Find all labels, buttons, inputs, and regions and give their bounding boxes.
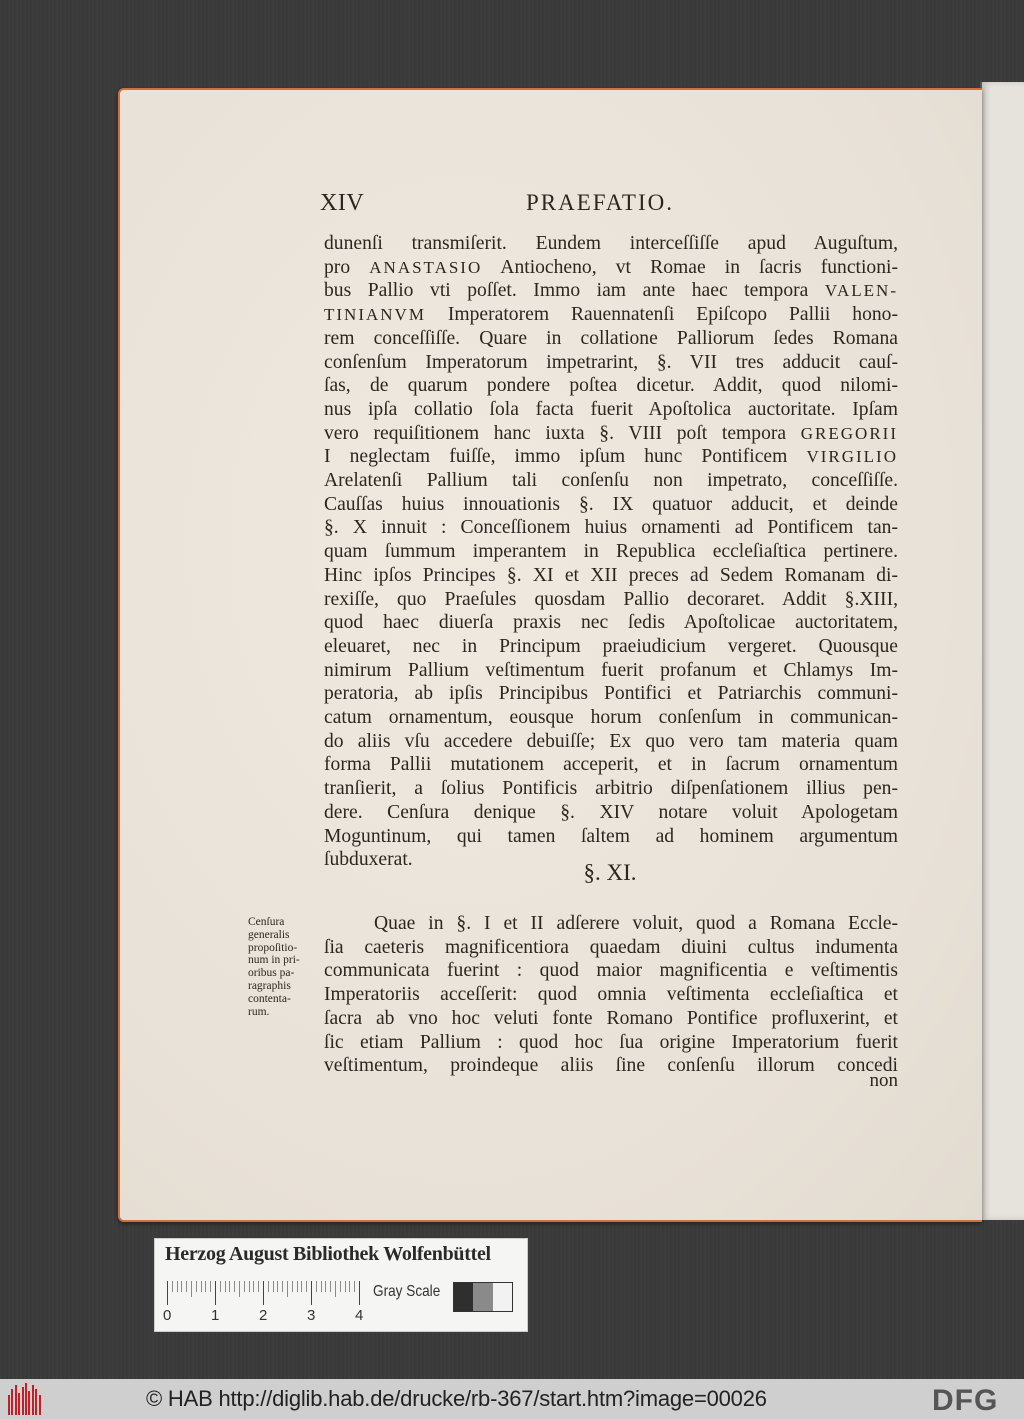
small-caps-name: GREGORII <box>800 423 898 443</box>
running-title: PRAEFATIO. <box>526 190 675 215</box>
ruler-tick <box>330 1281 331 1292</box>
ruler-tick <box>297 1281 298 1292</box>
ruler-tick <box>201 1281 202 1292</box>
ruler-tick <box>263 1281 264 1305</box>
text-line: ſas, de quarum pondere poſtea dicetur. Addit, quod nilomi- <box>324 375 898 397</box>
ruler-tick <box>177 1281 178 1292</box>
text-line: catum ornamentum, eousque horum conſenſum in communican- <box>324 707 898 729</box>
ruler-tick <box>244 1281 245 1292</box>
ruler-tick <box>196 1281 197 1292</box>
text-line: quod haec diuerſa praxis nec ſedis Apoſtolicae auctoritatem, <box>324 612 898 634</box>
gray-swatch <box>493 1283 512 1311</box>
ruler-label: 4 <box>355 1307 364 1324</box>
text-line: I neglectam fuiſſe, immo ipſum hunc Pontificem VIRGILIO <box>324 446 898 468</box>
margin-note-line: generalis <box>248 928 290 941</box>
text-line: ſic etiam Pallium : quod hoc ſua origine Imperatorium fuerit <box>324 1031 898 1053</box>
color-scale-card <box>154 1238 528 1332</box>
ruler-tick <box>205 1281 206 1292</box>
ruler-tick <box>172 1281 173 1292</box>
text-line: Hinc ipſos Principes §. XI et XII preces ad Sedem Romanam di- <box>324 564 898 586</box>
text-line: dunenſi transmiſerit. Eundem interceſſiſſe apud Auguſtum, <box>324 233 898 254</box>
text-line: rexiſſe, quo Praeſules quosdam Pallio decoraret. Addit §.XIII, <box>324 588 898 610</box>
small-caps-name: ANASTASIO <box>369 257 483 277</box>
ruler-label: 0 <box>163 1307 172 1324</box>
ruler-tick <box>167 1281 168 1305</box>
ruler-tick <box>282 1281 283 1292</box>
text-line: ſacra ab vno hoc veluti fonte Romano Pontifice profluxerint, et <box>324 1007 898 1029</box>
text-line: TINIANVM Imperatorem Rauennatenſi Epiſcopo Pallii hono- <box>324 304 898 326</box>
ruler-label: 3 <box>307 1307 316 1324</box>
section-heading: §. XI. <box>583 860 637 885</box>
ruler-tick <box>210 1281 211 1292</box>
running-head <box>320 190 900 224</box>
small-caps-name: VIRGILIO <box>806 447 898 467</box>
text-line: tranſierit, a ſolius Pontificis arbitrio diſpenſationem illius pen- <box>324 778 898 800</box>
ruler-tick <box>215 1281 216 1305</box>
gray-swatch <box>454 1283 473 1311</box>
text-line: §. X innuit : Conceſſionem huius ornamenti ad Pontificem tan- <box>324 517 898 539</box>
ruler-tick <box>359 1281 360 1305</box>
ruler-tick <box>229 1281 230 1292</box>
hab-logo-icon <box>6 1383 46 1417</box>
text-line: bus Pallio vti poſſet. Immo iam ante haec tempora VALEN- <box>324 280 898 302</box>
margin-note-line: num in pri- <box>248 954 300 967</box>
text-line: Arelatenſi Pallium tali conſenſu non impetrato, conceſſiſſe. <box>324 470 898 492</box>
text-line: ſia caeteris magnificentiora quaedam diuini cultus indumenta <box>324 936 898 958</box>
ruler-label: 2 <box>259 1307 268 1324</box>
ruler-tick <box>292 1281 293 1292</box>
ruler-tick <box>277 1281 278 1292</box>
ruler-tick <box>273 1281 274 1292</box>
margin-note <box>248 916 308 1018</box>
text-line: Imperatoriis acceſſerit: quod omnia veſtimenta eccleſiaſtica et <box>324 984 898 1006</box>
copyright-link[interactable]: © HAB http://diglib.hab.de/drucke/rb-367/start.htm?image=00026 <box>146 1386 767 1411</box>
text-line: communicata fuerint : quod maior magnificentia e veſtimentis <box>324 960 898 982</box>
ruler-tick <box>181 1281 182 1292</box>
small-caps-name: TINIANVM <box>324 305 426 325</box>
text-line: veſtimentum, proindeque aliis ſine conſenſu illorum concedi <box>324 1055 898 1077</box>
text-line: pro ANASTASIO Antiocheno, vt Romae in ſacris functioni- <box>324 256 898 278</box>
book-page <box>118 88 982 1222</box>
ruler-tick <box>316 1281 317 1292</box>
text-line: conſenſum Imperatorum impetrarint, §. VII tres adducit cauſ- <box>324 351 898 373</box>
ruler-tick <box>321 1281 322 1292</box>
margin-note-line: ragraphis <box>248 979 291 992</box>
ruler-tick <box>253 1281 254 1292</box>
page-paper <box>120 90 982 1220</box>
ruler-tick <box>325 1281 326 1292</box>
ruler-label: 1 <box>211 1307 220 1324</box>
gray-scale-label: Gray Scale <box>373 1283 441 1300</box>
ruler-tick <box>239 1281 240 1297</box>
library-name: Herzog August Bibliothek Wolfenbüttel <box>165 1243 491 1265</box>
ruler-tick <box>268 1281 269 1292</box>
paragraph-1 <box>324 232 898 872</box>
margin-note-line: contenta- <box>248 992 291 1005</box>
margin-note-line: Cenſura <box>248 916 285 928</box>
text-line: nimirum Pallium veſtimentum fuerit profanum et Chlamys Im- <box>324 659 898 681</box>
ruler-tick <box>306 1281 307 1292</box>
text-line: rem conceſſiſſe. Quare in collatione Palliorum ſedes Romana <box>324 327 898 349</box>
page-number: XIV <box>320 190 365 216</box>
text-line: peratoria, ab ipſis Principibus Pontifici et Patriarchis communi- <box>324 683 898 705</box>
paragraph-2 <box>324 912 898 1078</box>
ruler-tick <box>249 1281 250 1292</box>
small-caps-name: VALEN- <box>824 281 898 301</box>
text-line: Moguntinum, qui tamen ſaltem ad hominem argumentum <box>324 825 898 847</box>
ruler-tick <box>234 1281 235 1292</box>
dfg-logo-icon: DFG <box>932 1384 999 1417</box>
ruler-tick <box>287 1281 288 1297</box>
text-line: nus ipſa collatio ſola facta fuerit Apoſtolica auctoritate. Ipſam <box>324 398 898 420</box>
ruler-tick <box>311 1281 312 1305</box>
catchword: non <box>869 1070 898 1091</box>
text-line: do aliis vſu accedere debuiſſe; Ex quo vero tam materia quam <box>324 730 898 752</box>
margin-note-line: propoſitio- <box>248 941 298 954</box>
ruler-tick <box>301 1281 302 1292</box>
margin-note-line: rum. <box>248 1005 270 1018</box>
gray-swatch <box>473 1283 492 1311</box>
ruler-tick <box>349 1281 350 1292</box>
ruler-tick <box>335 1281 336 1297</box>
text-line: vero requiſitionem hanc iuxta §. VIII poſt tempora GREGORII <box>324 422 898 444</box>
ruler-tick <box>186 1281 187 1292</box>
text-line: dere. Cenſura denique §. XIV notare voluit Apologetam <box>324 801 898 823</box>
margin-note-line: oribus pa- <box>248 967 295 980</box>
cm-ruler <box>167 1281 363 1305</box>
text-line: forma Pallii mutationem acceperit, et in ſacrum ornamentum <box>324 754 898 776</box>
ruler-tick <box>220 1281 221 1292</box>
text-line: eleuaret, nec in Principum praeiudicium vergeret. Quousque <box>324 635 898 657</box>
text-line: Quae in §. I et II adſerere voluit, quod a Romana Eccle- <box>374 913 898 934</box>
text-line: ſubduxerat. <box>324 849 413 871</box>
ruler-tick <box>225 1281 226 1292</box>
footer-bar <box>0 1379 1024 1419</box>
text-line: Cauſſas huius innouationis §. IX quatuor adducit, et deinde <box>324 493 898 515</box>
ruler-tick <box>258 1281 259 1292</box>
ruler-labels <box>163 1307 383 1325</box>
ruler-tick <box>345 1281 346 1292</box>
ruler-tick <box>354 1281 355 1292</box>
ruler-tick <box>191 1281 192 1297</box>
gray-scale-swatches <box>453 1282 513 1312</box>
ruler-tick <box>340 1281 341 1292</box>
facing-page-edge <box>980 82 1024 1220</box>
text-line: quam ſummum imperantem in Republica eccleſiaſtica pertinere. <box>324 541 898 563</box>
